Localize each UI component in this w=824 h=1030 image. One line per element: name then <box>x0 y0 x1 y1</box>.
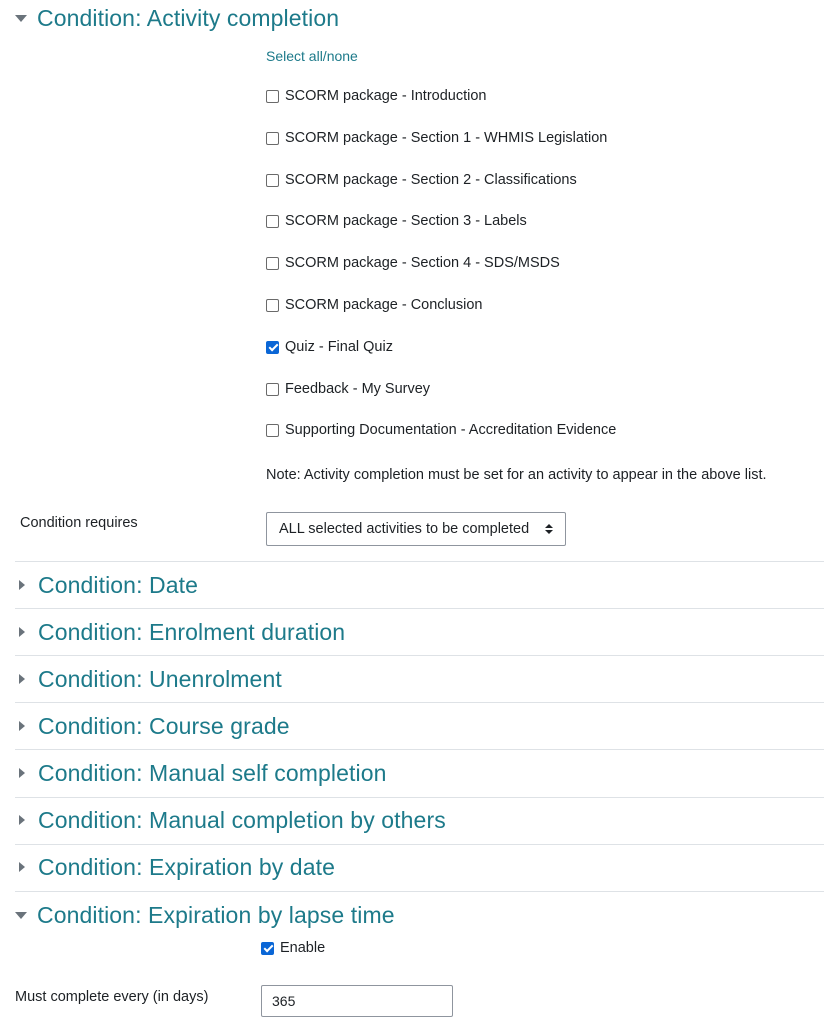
activity-checkbox[interactable] <box>266 341 279 354</box>
activity-checkbox[interactable] <box>266 90 279 103</box>
section-enrolment-duration[interactable] <box>15 614 824 650</box>
condition-requires-label: Condition requires <box>20 515 138 531</box>
chevron-right-icon <box>19 627 25 637</box>
activity-checkbox-row[interactable] <box>266 253 560 273</box>
activity-label: Supporting Documentation - Accreditation Evidence <box>285 422 617 438</box>
chevron-right-icon <box>19 768 25 778</box>
section-title: Condition: Enrolment duration <box>38 618 346 645</box>
activity-checkbox[interactable] <box>266 383 279 396</box>
section-date[interactable] <box>15 567 824 603</box>
activity-checkbox[interactable] <box>266 132 279 145</box>
activity-checkbox[interactable] <box>266 299 279 312</box>
activity-checkbox-row[interactable] <box>266 86 486 106</box>
activity-checkbox[interactable] <box>266 424 279 437</box>
activity-checkbox-row[interactable] <box>266 379 430 399</box>
divider <box>15 749 824 750</box>
chevron-right-icon <box>19 862 25 872</box>
section-unenrolment[interactable] <box>15 661 824 697</box>
activity-label: SCORM package - Section 1 - WHMIS Legislation <box>285 130 608 146</box>
activity-label: SCORM package - Conclusion <box>285 297 483 313</box>
select-all-none-link[interactable]: Select all/none <box>266 48 358 64</box>
condition-requires-select[interactable] <box>266 512 566 546</box>
select-arrows-icon <box>545 524 553 534</box>
activity-checkbox[interactable] <box>266 257 279 270</box>
divider <box>15 844 824 845</box>
section-manual-self-completion[interactable] <box>15 755 824 791</box>
divider <box>15 891 824 892</box>
activity-checkbox-row[interactable] <box>266 211 527 231</box>
must-complete-every-input[interactable] <box>261 985 453 1017</box>
divider <box>15 702 824 703</box>
must-complete-every-label: Must complete every (in days) <box>15 989 209 1005</box>
activity-completion-header[interactable] <box>15 0 824 36</box>
section-manual-completion-by-others[interactable] <box>15 802 824 838</box>
chevron-right-icon <box>19 815 25 825</box>
activity-label: Feedback - My Survey <box>285 381 431 397</box>
section-title: Condition: Manual completion by others <box>38 806 446 833</box>
activity-checkbox-row[interactable] <box>266 295 482 315</box>
enable-checkbox[interactable] <box>261 942 274 955</box>
chevron-right-icon <box>19 721 25 731</box>
chevron-down-icon <box>15 15 27 22</box>
condition-requires-value: ALL selected activities to be completed <box>279 521 530 537</box>
activity-checkbox-row[interactable] <box>266 337 393 357</box>
activity-checkbox[interactable] <box>266 174 279 187</box>
divider <box>15 655 824 656</box>
chevron-down-icon <box>15 912 27 919</box>
activity-label: SCORM package - Section 3 - Labels <box>285 213 527 229</box>
activity-label: SCORM package - Section 4 - SDS/MSDS <box>285 255 560 271</box>
section-title: Condition: Date <box>38 571 199 598</box>
section-title: Condition: Expiration by lapse time <box>37 901 395 928</box>
activity-checkbox-row[interactable] <box>266 170 577 190</box>
section-title: Condition: Unenrolment <box>38 665 282 692</box>
chevron-right-icon <box>19 580 25 590</box>
section-expiration-by-date[interactable] <box>15 849 824 885</box>
section-course-grade[interactable] <box>15 708 824 744</box>
enable-label: Enable <box>280 940 326 956</box>
chevron-right-icon <box>19 674 25 684</box>
section-expiration-by-lapse-time[interactable] <box>15 897 824 933</box>
divider <box>15 797 824 798</box>
activity-checkbox[interactable] <box>266 215 279 228</box>
activity-label: SCORM package - Introduction <box>285 88 487 104</box>
enable-checkbox-row[interactable] <box>261 938 325 958</box>
section-title: Condition: Activity completion <box>37 4 340 31</box>
section-title: Condition: Expiration by date <box>38 853 335 880</box>
divider <box>15 608 824 609</box>
section-title: Condition: Manual self completion <box>38 759 387 786</box>
section-title: Condition: Course grade <box>38 712 290 739</box>
divider <box>15 561 824 562</box>
activity-note: Note: Activity completion must be set for an activity to appear in the above list. <box>266 467 767 483</box>
activity-checkbox-row[interactable] <box>266 420 616 440</box>
activity-label: Quiz - Final Quiz <box>285 339 393 355</box>
activity-label: SCORM package - Section 2 - Classifications <box>285 172 577 188</box>
activity-checkbox-row[interactable] <box>266 128 607 148</box>
